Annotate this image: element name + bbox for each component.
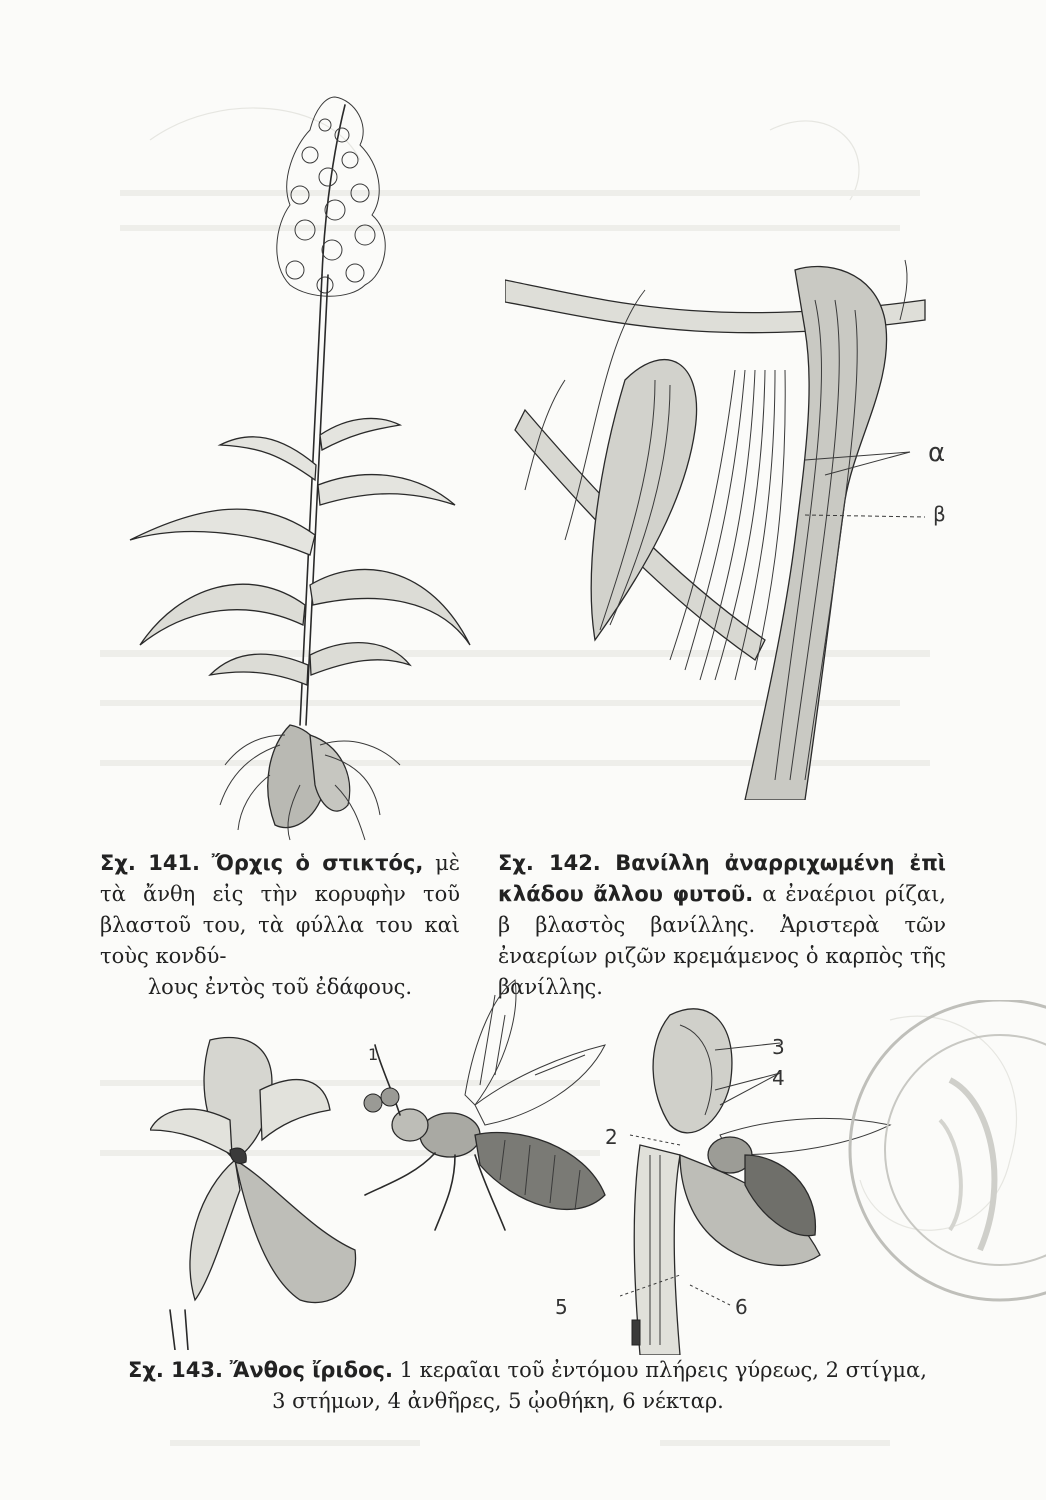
fig141-text: μὲ τὰ ἄνθη εἰς τὴν κορυφὴν τοῦ βλαστοῦ του, τὰ φύλλα του καὶ τοὺς κονδύ- bbox=[100, 851, 461, 968]
fig142-text1: α ἐναέριοι ρίζαι, bbox=[762, 882, 946, 906]
label-1: 1 bbox=[368, 1045, 379, 1064]
label-b: β bbox=[933, 502, 946, 526]
vanilla-illustration bbox=[505, 240, 945, 800]
fig143-text2: 3 στήμων, 4 ἀνθῆρες, 5 ᾠοθήκη, 6 νέκταρ. bbox=[272, 1389, 724, 1413]
fig142-text2: β βλαστὸς βανίλλης. Ἀριστερὰ τῶν ἐναερίων ριζῶν κρεμάμενος ὁ καρπὸς τῆς βανίλλης. bbox=[498, 913, 946, 999]
vanilla-stem bbox=[745, 267, 887, 800]
fig142-number: Σχ. 142. bbox=[498, 851, 601, 875]
iris-flower-illustration bbox=[150, 1030, 370, 1350]
fig143-text1: 1 κεραῖαι τοῦ ἐντόμου πλήρεις γύρεως, 2 στίγμα, bbox=[399, 1358, 927, 1382]
label-a: α bbox=[928, 438, 946, 468]
fig143-line1 bbox=[128, 1355, 948, 1386]
insect-illustration bbox=[355, 975, 625, 1235]
label-3: 3 bbox=[772, 1035, 785, 1059]
fig141-number: Σχ. 141. bbox=[100, 851, 201, 875]
roots-tubers bbox=[220, 725, 400, 840]
flower-spike bbox=[277, 97, 385, 296]
fig141-title: Ὄρχις ὁ στικτός, bbox=[211, 851, 424, 875]
label-2: 2 bbox=[605, 1125, 618, 1149]
orchid-plant-illustration bbox=[110, 85, 480, 845]
fig141-line-end: λους ἐντὸς τοῦ ἐδάφους. bbox=[147, 975, 413, 999]
label-6: 6 bbox=[735, 1295, 748, 1319]
fig143-title: Ἄνθος ἴριδος. bbox=[229, 1358, 393, 1382]
fig142-title: Βανίλλη ἀναρριχωμένη ἐπὶ κλάδου ἄλλου φυτοῦ. bbox=[498, 851, 946, 906]
caption-fig-143 bbox=[128, 1355, 948, 1417]
label-4: 4 bbox=[772, 1066, 785, 1090]
label-5: 5 bbox=[555, 1295, 568, 1319]
fig143-number: Σχ. 143. bbox=[128, 1358, 223, 1382]
leaves bbox=[130, 418, 470, 685]
library-stamp bbox=[830, 1000, 1046, 1310]
